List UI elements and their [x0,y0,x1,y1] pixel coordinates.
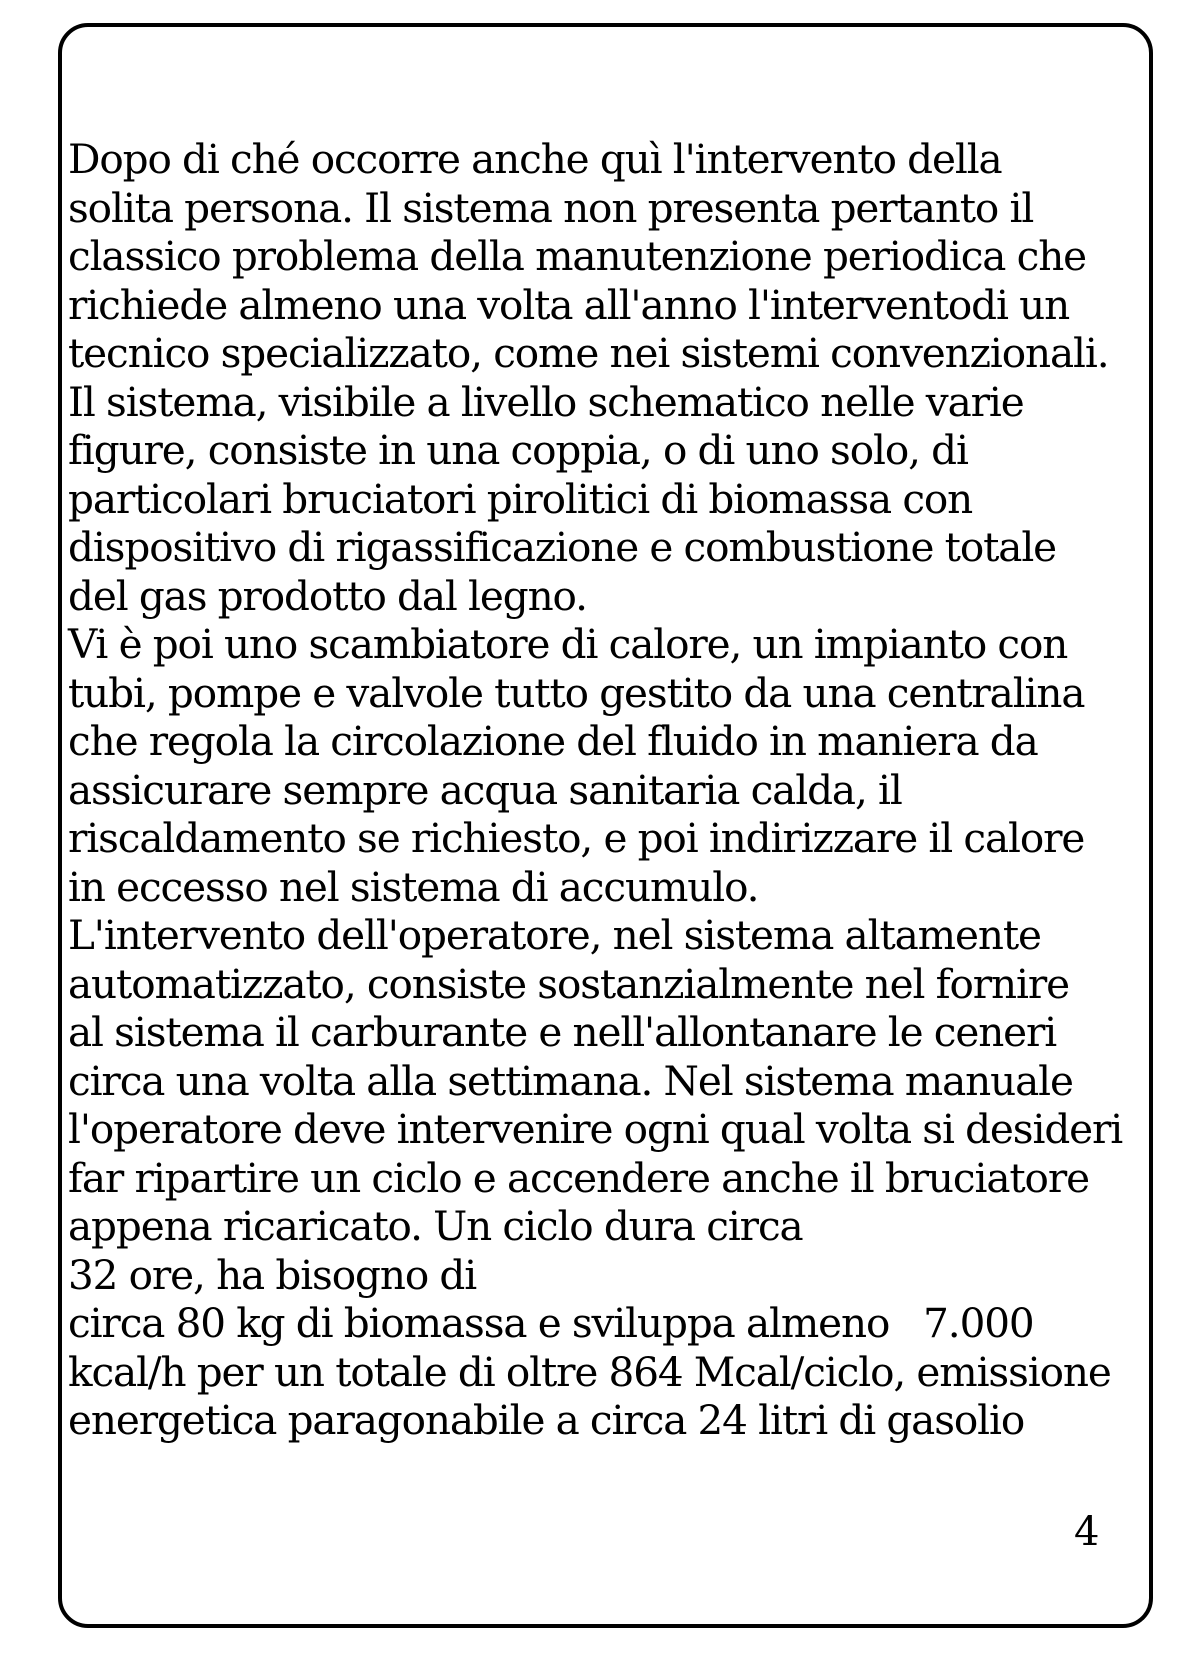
text-line: al sistema il carburante e nell'allontanare le ceneri [68,1008,1057,1056]
text-line: particolari bruciatori pirolitici di biomassa con [68,474,973,523]
text-line: Vi è poi uno scambiatore di calore, un impianto con [68,620,1068,668]
text-line: tecnico specializzato, come nei sistemi convenzionali. [68,329,1109,377]
text-line: richiede almeno una volta all'anno l'interventodi un [68,280,1070,329]
text-line: Dopo di ché occorre anche quì l'intervento della [68,135,1002,183]
text-line: appena ricaricato. Un ciclo dura circa [68,1202,803,1250]
text-line: riscaldamento se richiesto, e poi indirizzare il calore [68,814,1085,862]
text-line: tubi, pompe e valvole tutto gestito da una centralina [68,668,1085,717]
text-line: 32 ore, ha bisogno di [68,1250,477,1299]
text-line: del gas prodotto dal legno. [68,571,587,620]
body-text [68,135,1198,1445]
text-line: dispositivo di rigassificazione e combustione totale [68,523,1057,571]
text-line: assicurare sempre acqua sanitaria calda, il [68,765,902,814]
text-line: solita persona. Il sistema non presenta pertanto il [68,183,1034,232]
text-line: L'intervento dell'operatore, nel sistema altamente [68,911,1041,959]
text-line: classico problema della manutenzione periodica che [68,232,1087,280]
text-line: circa una volta alla settimana. Nel sistema manuale [68,1056,1073,1105]
text-line: in eccesso nel sistema di accumulo. [68,862,759,911]
text-line: Il sistema, visibile a livello schematico nelle varie [68,377,1024,426]
text-line: automatizzato, consiste sostanzialmente nel fornire [68,959,1069,1008]
text-line: circa 80 kg di biomassa e sviluppa almeno 7.000 [68,1299,1034,1347]
text-line: figure, consiste in una coppia, o di uno solo, di [68,426,968,474]
text-line: energetica paragonabile a circa 24 litri di gasolio [68,1396,1025,1444]
text-line: kcal/h per un totale di oltre 864 Mcal/ciclo, emissione [68,1347,1111,1396]
text-line: far ripartire un ciclo e accendere anche il bruciatore [68,1153,1089,1202]
page-number: 4 [1074,1509,1100,1555]
text-line: l'operatore deve intervenire ogni qual volta si desideri [68,1105,1123,1153]
text-line: che regola la circolazione del fluido in maniera da [68,717,1038,765]
